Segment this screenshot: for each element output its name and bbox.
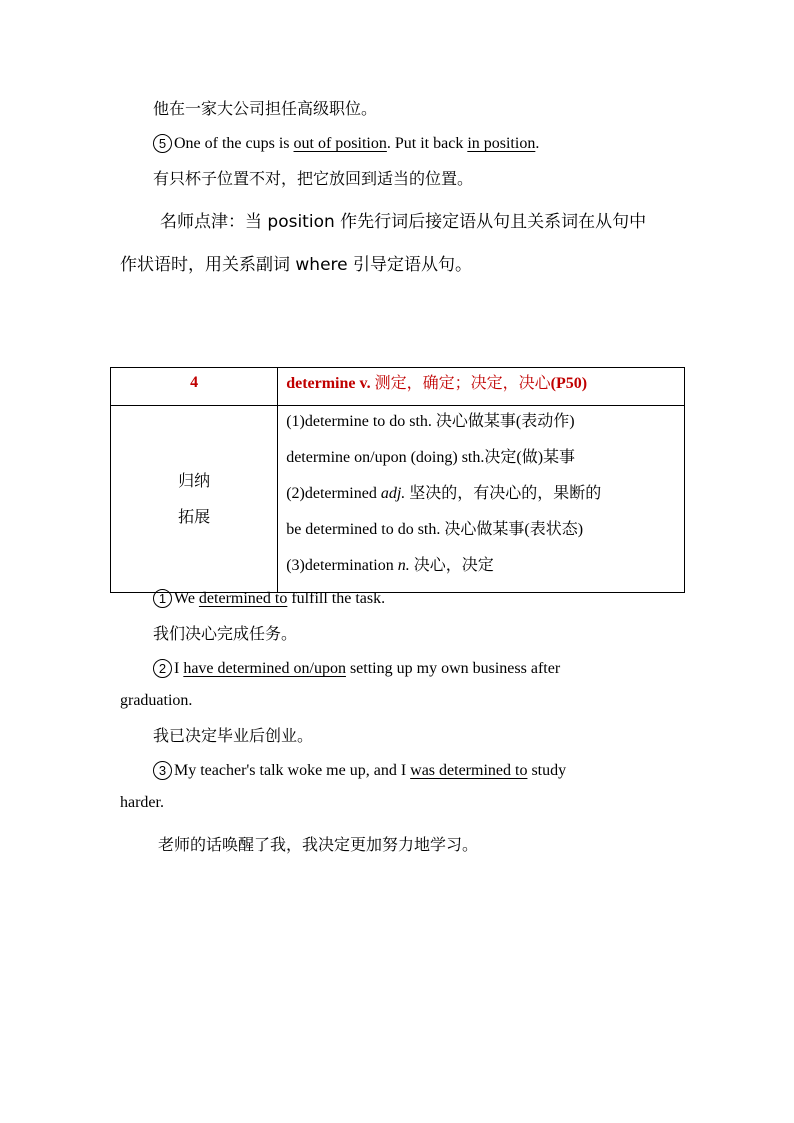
tip-line-1: 名师点津：当 position 作先行词后接定语从句且关系词在从句中 <box>160 212 647 232</box>
phrase-determined-to: determined to <box>198 590 288 607</box>
vocabulary-table <box>110 367 685 593</box>
translation-senior-position: 他在一家大公司担任高级职位。 <box>153 99 378 118</box>
usage-line: determine on/upon (doing) sth.决定(做)某事 <box>286 449 576 466</box>
phrase-in-position: in position <box>467 135 536 152</box>
example-number: 1 <box>153 589 172 608</box>
example-number: 3 <box>153 761 172 780</box>
example-number: 5 <box>153 134 172 153</box>
example-3-continuation: harder. <box>120 794 164 811</box>
example-2-translation: 我已决定毕业后创业。 <box>153 726 314 745</box>
table-header-row <box>111 368 685 406</box>
example-1-translation: 我们决心完成任务。 <box>153 624 298 643</box>
example-2: 2 I have determined on/upon setting up my own business after <box>153 658 560 680</box>
example-5-translation: 有只杯子位置不对，把它放回到适当的位置。 <box>153 169 474 188</box>
usage-line: (2)determined adj. 坚决的，有决心的，果断的 <box>286 485 602 502</box>
phrase-was-determined-to: was determined to <box>410 762 528 779</box>
example-2-continuation: graduation. <box>120 692 193 709</box>
tip-line-2: 作状语时，用关系副词 where 引导定语从句。 <box>120 255 473 275</box>
table-body-row <box>111 406 685 593</box>
entry-headword: determine v. 测定，确定；决定，决心(P50) <box>278 368 685 406</box>
example-3-translation: 老师的话唤醒了我，我决定更加努力地学习。 <box>158 835 479 854</box>
phrase-out-of-position: out of position <box>293 135 387 152</box>
example-number: 2 <box>153 659 172 678</box>
usage-line: (1)determine to do sth. 决心做某事(表动作) <box>286 413 575 430</box>
category-label: 归纳 拓展 <box>111 406 278 593</box>
entry-number: 4 <box>111 368 278 406</box>
example-1: 1 We determined to fulfill the task. <box>153 588 385 610</box>
usage-line: (3)determination n. 决心，决定 <box>286 557 494 574</box>
usage-list <box>278 406 685 593</box>
example-5: 5 One of the cups is out of position. Put it back in position. <box>153 133 539 155</box>
phrase-have-determined-on: have determined on/upon <box>183 660 346 677</box>
example-3: 3 My teacher's talk woke me up, and I was determined to study <box>153 760 566 782</box>
usage-line: be determined to do sth. 决心做某事(表状态) <box>286 521 584 538</box>
